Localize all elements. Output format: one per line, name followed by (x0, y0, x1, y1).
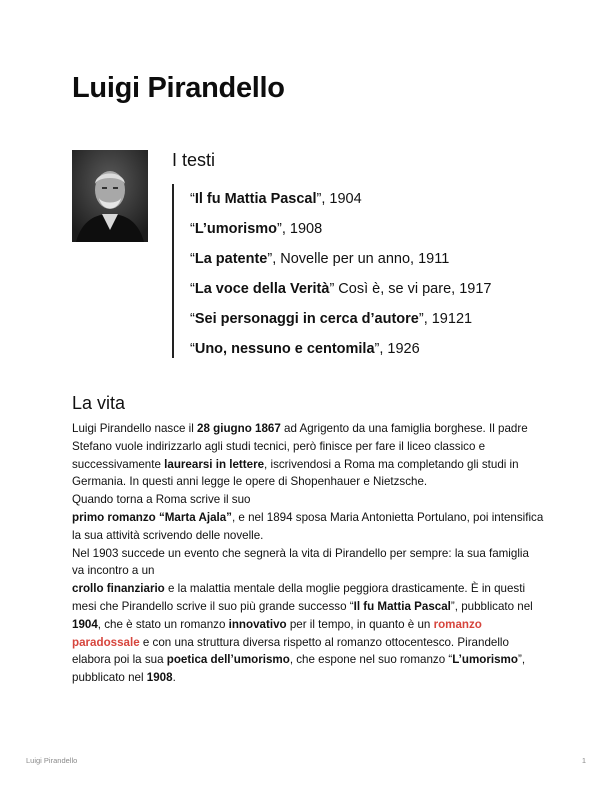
list-item: “Uno, nessuno e centomila”, 1926 (190, 341, 420, 357)
work-title: L’umorismo (194, 221, 278, 237)
work-title: Uno, nessuno e centomila (194, 341, 375, 357)
page-number: 1 (581, 756, 586, 765)
list-item: “Il fu Mattia Pascal”, 1904 (190, 191, 362, 207)
work-title: La voce della Verità (194, 281, 330, 297)
biography-text (72, 420, 544, 687)
footer-title: Luigi Pirandello (26, 756, 78, 765)
work-title: La patente (194, 251, 268, 267)
work-title: Sei personaggi in cerca d’autore (194, 311, 419, 327)
works-heading: I testi (172, 150, 216, 170)
work-title: Il fu Mattia Pascal (194, 191, 317, 207)
bio-paragraph: Luigi Pirandello nasce il 28 giugno 1867 ad Agrigento da una famiglia borghese. Il padre Stefano vuole indirizzarlo agli studi tecnici, però finisce per fare il liceo classico e successivamente laurearsi in lettere, iscrivendosi a Roma ma completando gli studi in Germania. In questi anni legge le opere di Shopenhauer e Nietzsche. (72, 422, 528, 489)
bio-paragraph: Quando torna a Roma scrive il suo primo romanzo “Marta Ajala”, e nel 1894 sposa Maria Antonietta Portulano, poi intensifica la sua attività scrivendo delle novelle. (72, 493, 544, 542)
life-heading: La vita (72, 393, 126, 413)
list-item: “Sei personaggi in cerca d’autore”, 19121 (190, 311, 473, 327)
portrait-photo (72, 150, 148, 242)
page-title: Luigi Pirandello (72, 72, 285, 104)
bio-paragraph: Nel 1903 succede un evento che segnerà la vita di Pirandello per sempre: la sua famiglia va incontro a un crollo finanziario e la malattia mentale della moglie peggiora drasticamente. È in questi mesi che Pirandello scrive il suo più grande successo “Il fu Mattia Pascal”, pubblicato nel 1904, che è stato un romanzo innovativo per il tempo, in quanto è un romanzo paradossale e con una struttura diversa rispetto al romanzo ottocentesco. Pirandello elabora poi la sua poetica dell’umorismo, che espone nel suo romanzo “L’umorismo”, pubblicato nel 1908. (72, 546, 533, 685)
list-item: “La patente”, Novelle per un anno, 1911 (190, 251, 450, 267)
list-item: “La voce della Verità” Così è, se vi pare, 1917 (190, 281, 492, 297)
list-item: “L’umorismo”, 1908 (190, 221, 323, 237)
highlighted-term: romanzo paradossale (72, 617, 482, 649)
works-list (172, 184, 552, 358)
